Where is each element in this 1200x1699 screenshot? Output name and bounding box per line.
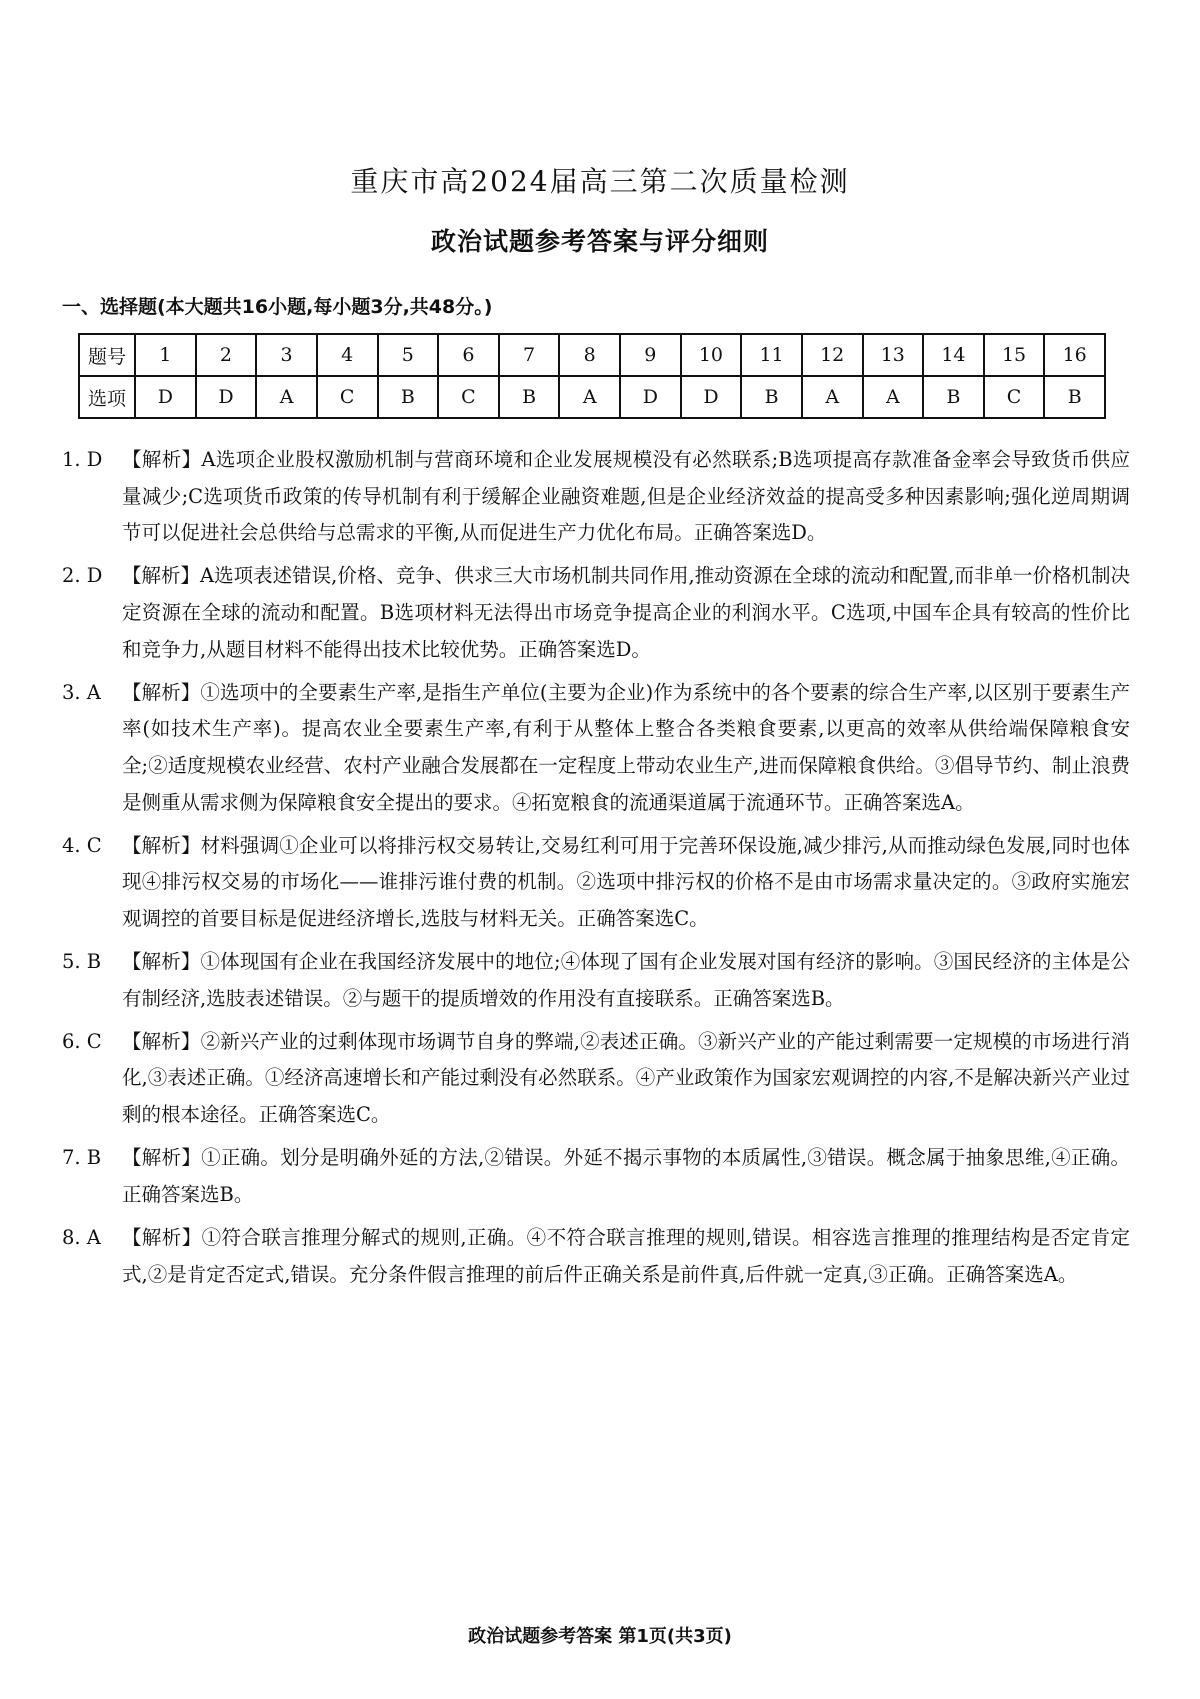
explanation-text: 【解析】材料强调①企业可以将排污权交易转让,交易红利可用于完善环保设施,减少排污,从而推动绿色发展,同时也体现④排污权交易的市场化——谁排污谁付费的机制。②选项中排污权的价格不是由市场需求量决定的。③政府实施宏观调控的首要目标是促进经济增长,选肢与材料无关。正确答案选C。: [122, 833, 1130, 930]
question-number-cell: 16: [1044, 334, 1105, 376]
explanation-answer: 8. A: [62, 1226, 101, 1250]
question-number-cell: 13: [863, 334, 924, 376]
explanation-item: [62, 1024, 1130, 1134]
explanation-text: 【解析】A选项表述错误,价格、竞争、供求三大市场机制共同作用,推动资源在全球的流动和配置,而非单一价格机制决定资源在全球的流动和配置。B选项材料无法得出市场竞争提高企业的利润水平。C选项,中国车企具有较高的性价比和竞争力,从题目材料不能得出技术比较优势。正确答案选D。: [122, 564, 1130, 661]
question-number-cell: 4: [317, 334, 378, 376]
page-title: 重庆市高2024届高三第二次质量检测: [350, 165, 850, 198]
answer-cell: A: [802, 376, 863, 418]
explanation-answer: 3. A: [62, 680, 101, 704]
answer-cell: A: [863, 376, 924, 418]
explanation-text: 【解析】①正确。划分是明确外延的方法,②错误。外延不揭示事物的本质属性,③错误。概念属于抽象思维,④正确。正确答案选B。: [122, 1146, 1130, 1206]
explanation-item: [62, 442, 1130, 552]
explanation-item: [62, 1220, 1130, 1293]
explanation-text: 【解析】①体现国有企业在我国经济发展中的地位;④体现了国有企业发展对国有经济的影响。③国民经济的主体是公有制经济,选肢表述错误。②与题干的提质增效的作用没有直接联系。正确答案选B。: [122, 950, 1130, 1010]
answer-cell: B: [378, 376, 439, 418]
question-number-cell: 14: [923, 334, 984, 376]
explanation-answer: 2. D: [62, 564, 103, 588]
answer-cell: D: [681, 376, 742, 418]
page-footer: 政治试题参考答案 第1页(共3页): [468, 1626, 732, 1647]
answer-table: [78, 333, 1106, 419]
section-heading: 一、选择题(本大题共16小题,每小题3分,共48分。): [62, 296, 493, 318]
page-subtitle: 政治试题参考答案与评分细则: [430, 227, 769, 256]
question-number-cell: 15: [984, 334, 1045, 376]
answer-cell: C: [984, 376, 1045, 418]
question-number-cell: 12: [802, 334, 863, 376]
explanation-text: 【解析】②新兴产业的过剩体现市场调节自身的弊端,②表述正确。③新兴产业的产能过剩需要一定规模的市场进行消化,③表述正确。①经济高速增长和产能过剩没有必然联系。④产业政策作为国家宏观调控的内容,不是解决新兴产业过剩的根本途径。正确答案选C。: [122, 1029, 1130, 1127]
row-label-question-number: 题号: [79, 334, 135, 376]
answer-cell: D: [135, 376, 196, 418]
answer-cell: A: [559, 376, 620, 418]
answer-cell: B: [499, 376, 560, 418]
explanation-answer: 4. C: [62, 833, 102, 857]
answer-cell: B: [1044, 376, 1105, 418]
explanation-answer: 5. B: [62, 950, 102, 974]
question-number-cell: 7: [499, 334, 560, 376]
explanation-answer: 1. D: [62, 448, 103, 471]
answer-cell: D: [620, 376, 681, 418]
question-number-cell: 3: [256, 334, 317, 376]
explanation-list: [62, 442, 1130, 1300]
explanation-item: [62, 675, 1130, 821]
explanation-answer: 7. B: [62, 1146, 102, 1170]
question-number-cell: 8: [559, 334, 620, 376]
answer-cell: C: [438, 376, 499, 418]
explanation-answer: 6. C: [62, 1029, 102, 1053]
explanation-text: 【解析】①选项中的全要素生产率,是指生产单位(主要为企业)作为系统中的各个要素的综合生产率,以区别于要素生产率(如技术生产率)。提高农业全要素生产率,有利于从整体上整合各类粮食要素,以更高的效率从供给端保障粮食安全;②适度规模农业经营、农村产业融合发展都在一定程度上带动农业生产,进而保障粮食供给。③倡导节约、制止浪费是侧重从需求侧为保障粮食安全提出的要求。④拓宽粮食的流通渠道属于流通环节。正确答案选A。: [122, 680, 1130, 814]
explanation-item: [62, 944, 1130, 1017]
answer-cell: D: [196, 376, 257, 418]
question-number-cell: 9: [620, 334, 681, 376]
question-number-cell: 10: [681, 334, 742, 376]
answer-option-row: [79, 376, 1105, 418]
answer-cell: C: [317, 376, 378, 418]
question-number-row: [79, 334, 1105, 376]
explanation-item: [62, 558, 1130, 668]
answer-cell: B: [741, 376, 802, 418]
question-number-cell: 11: [741, 334, 802, 376]
answer-cell: B: [923, 376, 984, 418]
question-number-cell: 2: [196, 334, 257, 376]
row-label-option: 选项: [79, 376, 135, 418]
explanation-text: 【解析】A选项企业股权激励机制与营商环境和企业发展规模没有必然联系;B选项提高存款准备金率会导致货币供应量减少;C选项货币政策的传导机制有利于缓解企业融资难题,但是企业经济效益的提高受多种因素影响;强化逆周期调节可以促进社会总供给与总需求的平衡,从而促进生产力优化布局。正确答案选D。: [122, 448, 1130, 545]
question-number-cell: 1: [135, 334, 196, 376]
question-number-cell: 6: [438, 334, 499, 376]
answer-cell: A: [256, 376, 317, 418]
explanation-item: [62, 1140, 1130, 1213]
explanation-item: [62, 828, 1130, 938]
question-number-cell: 5: [378, 334, 439, 376]
explanation-text: 【解析】①符合联言推理分解式的规则,正确。④不符合联言推理的规则,错误。相容选言推理的推理结构是否定肯定式,②是肯定否定式,错误。充分条件假言推理的前后件正确关系是前件真,后件就一定真,③正确。正确答案选A。: [122, 1226, 1130, 1286]
